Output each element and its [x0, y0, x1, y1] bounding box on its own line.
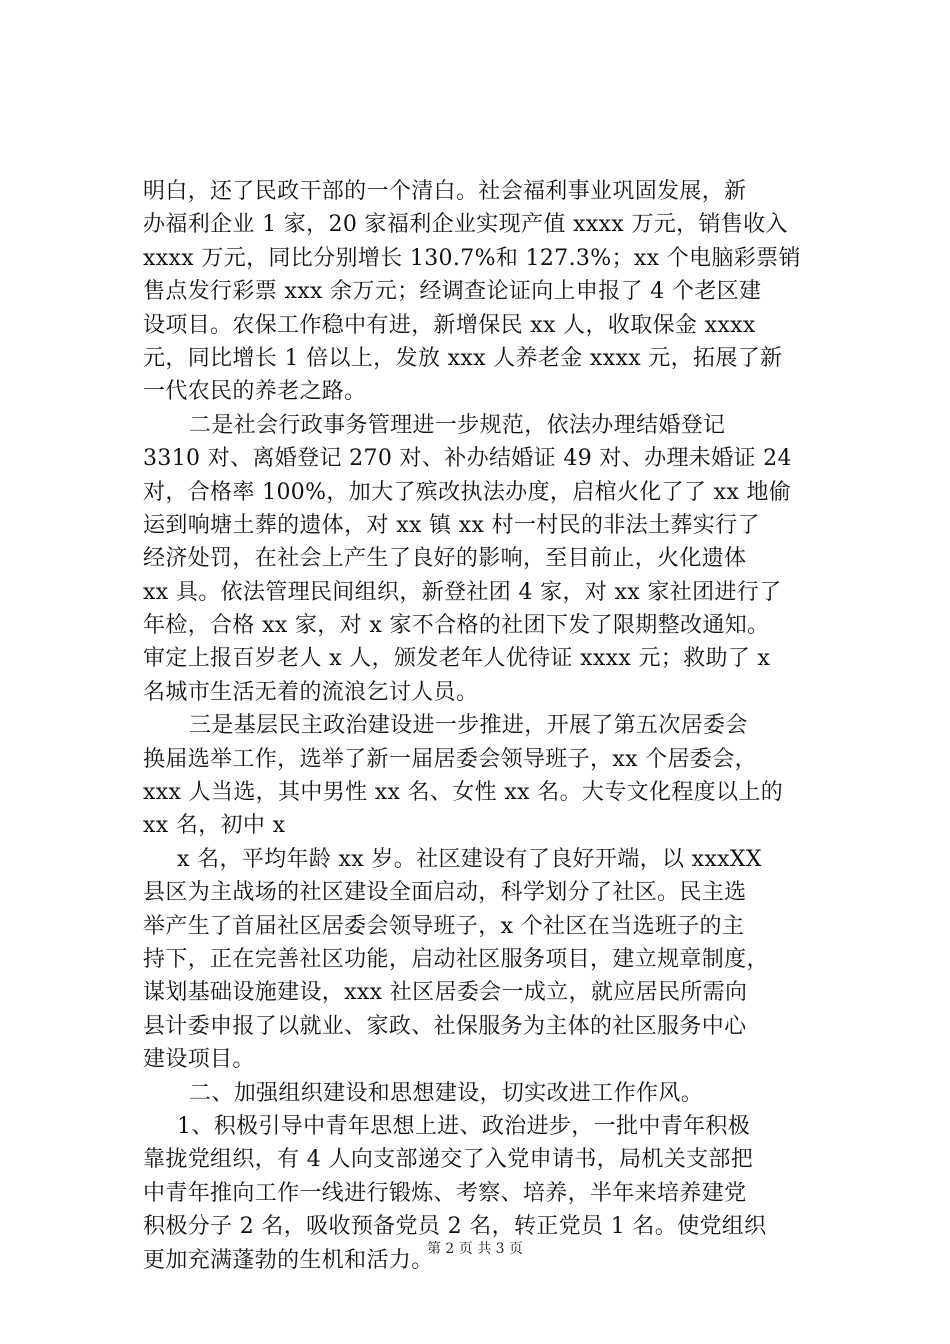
- text-line: 运到响塘土葬的遗体，对 xx 镇 xx 村一村民的非法土葬实行了: [143, 512, 760, 538]
- text-line: 年检，合格 xx 家，对 x 家不合格的社团下发了限期整改通知。: [143, 613, 770, 639]
- text-line: 经济处罚，在社会上产生了良好的影响，至目前止，火化遗体: [143, 546, 747, 572]
- text-line: 审定上报百岁老人 x 人，颁发老年人优待证 xxxx 元；救助了 x: [143, 646, 771, 672]
- text-line: xx 名，初中 x: [143, 813, 286, 839]
- section-heading: 二、加强组织建设和思想建设，切实改进工作作风。: [189, 1080, 704, 1106]
- text-line: xxxx 万元，同比分别增长 130.7%和 127.3%；xx 个电脑彩票销: [143, 245, 801, 271]
- paragraph-start-line: 1、积极引导中青年思想上进、政治进步，一批中青年积极: [177, 1113, 751, 1139]
- text-line: 更加充满蓬勃的生机和活力。: [143, 1247, 434, 1273]
- paragraph-start-line: 三是基层民主政治建设进一步推进，开展了第五次居委会: [189, 713, 748, 739]
- text-line: xx 具。依法管理民间组织，新登社团 4 家，对 xx 家社团进行了: [143, 579, 782, 605]
- text-line: 办福利企业 1 家，20 家福利企业实现产值 xxxx 万元，销售收入: [143, 212, 788, 238]
- paragraph-start-line: 二是社会行政事务管理进一步规范，依法办理结婚登记: [189, 412, 726, 438]
- text-line: 谋划基础设施建设，xxx 社区居委会一成立，就应居民所需向: [143, 980, 748, 1006]
- text-line: 积极分子 2 名，吸收预备党员 2 名，转正党员 1 名。使党组织: [143, 1214, 767, 1240]
- text-line: 明白，还了民政干部的一个清白。社会福利事业巩固发展，新: [143, 179, 747, 204]
- text-line: 元，同比增长 1 倍以上，发放 xxx 人养老金 xxxx 元，拓展了新: [143, 345, 783, 371]
- paragraph-start-line: x 名，平均年龄 xx 岁。社区建设有了良好开端，以 xxxXX: [177, 846, 762, 872]
- text-line: 一代农民的养老之路。: [143, 379, 367, 405]
- text-line: 3310 对、离婚登记 270 对、补办结婚证 49 对、办理未婚证 24: [143, 446, 792, 472]
- text-line: xxx 人当选，其中男性 xx 名、女性 xx 名。大专文化程度以上的: [143, 780, 784, 806]
- text-line: 持下，正在完善社区功能，启动社区服务项目，建立规章制度，: [143, 946, 769, 972]
- text-line: 设项目。农保工作稳中有进，新增保民 xx 人，收取保金 xxxx: [143, 312, 756, 338]
- text-line: 售点发行彩票 xxx 余万元；经调查论证向上申报了 4 个老区建: [143, 279, 762, 305]
- text-line: 举产生了首届社区居委会领导班子，x 个社区在当选班子的主: [143, 913, 745, 939]
- text-line: 名城市生活无着的流浪乞讨人员。: [143, 679, 479, 705]
- page-number-footer: 第 2 页 共 3 页: [426, 1241, 524, 1257]
- text-line: 中青年推向工作一线进行锻炼、考察、培养，半年来培养建党: [143, 1180, 747, 1206]
- text-line: 县区为主战场的社区建设全面启动，科学划分了社区。民主选: [143, 880, 747, 906]
- text-line: 靠拢党组织，有 4 人向支部递交了入党申请书，局机关支部把: [143, 1147, 754, 1173]
- text-line: 对，合格率 100%，加大了殡改执法办度，启棺火化了了 xx 地偷: [143, 479, 792, 505]
- text-line: 换届选举工作，选举了新一届居委会领导班子，xx 个居委会，: [143, 746, 757, 772]
- text-line: 县计委申报了以就业、家政、社保服务为主体的社区服务中心: [143, 1013, 747, 1039]
- text-line: 建设项目。: [143, 1047, 255, 1073]
- body-text: [143, 175, 843, 1277]
